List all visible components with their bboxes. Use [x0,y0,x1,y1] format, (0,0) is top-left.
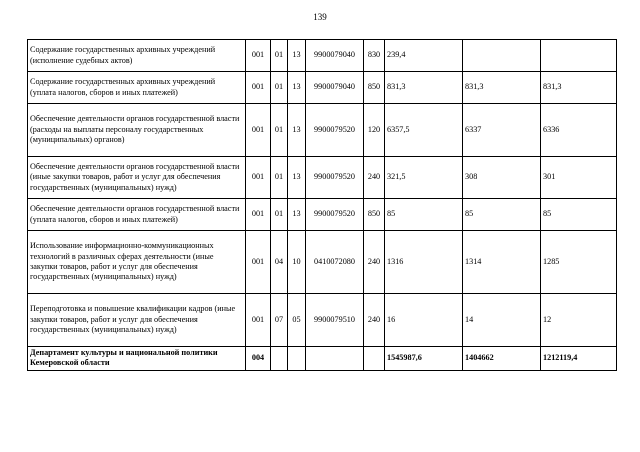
cell-ministry-code: 001 [246,72,271,104]
cell-amount-year-3: 85 [541,199,617,231]
cell-ministry-code: 001 [246,40,271,72]
cell-expense-type [364,347,385,371]
cell-amount-year-1: 16 [385,294,463,347]
cell-expense-type: 830 [364,40,385,72]
page-number: 139 [313,12,327,22]
cell-ministry-code: 001 [246,231,271,294]
cell-target-article: 9900079520 [306,157,364,199]
cell-subsection-code: 13 [288,157,306,199]
cell-subsection-code: 13 [288,104,306,157]
cell-ministry-code: 004 [246,347,271,371]
table-row [28,294,617,347]
cell-amount-year-2: 6337 [463,104,541,157]
cell-subsection-code: 13 [288,199,306,231]
cell-name: Содержание государственных архивных учреждений (исполнение судебных актов) [28,40,246,72]
cell-subsection-code: 10 [288,231,306,294]
budget-table [27,39,617,371]
cell-name: Обеспечение деятельности органов государственной власти (расходы на выплаты персоналу государственных (муниципальных) органов) [28,104,246,157]
table-row [28,104,617,157]
cell-section-code [271,347,288,371]
cell-target-article: 0410072080 [306,231,364,294]
cell-subsection-code: 13 [288,72,306,104]
cell-amount-year-1: 321,5 [385,157,463,199]
cell-subsection-code: 13 [288,40,306,72]
table-row [28,347,617,371]
cell-target-article: 9900079520 [306,104,364,157]
cell-amount-year-3: 831,3 [541,72,617,104]
cell-section-code: 01 [271,199,288,231]
table-body [28,40,617,371]
cell-name: Обеспечение деятельности органов государственной власти (иные закупки товаров, работ и услуг для обеспечения государственных (муниципальных) нужд) [28,157,246,199]
table-row [28,157,617,199]
table-row [28,40,617,72]
cell-expense-type: 850 [364,199,385,231]
cell-name: Департамент культуры и национальной политики Кемеровской области [28,347,246,371]
cell-section-code: 04 [271,231,288,294]
cell-name: Переподготовка и повышение квалификации кадров (иные закупки товаров, работ и услуг для обеспечения государственных (муниципальных) нужд) [28,294,246,347]
cell-amount-year-1: 1316 [385,231,463,294]
table-row [28,231,617,294]
cell-ministry-code: 001 [246,157,271,199]
cell-amount-year-3: 6336 [541,104,617,157]
cell-amount-year-3: 1285 [541,231,617,294]
cell-expense-type: 120 [364,104,385,157]
cell-target-article [306,347,364,371]
cell-amount-year-3: 301 [541,157,617,199]
cell-name: Обеспечение деятельности органов государственной власти (уплата налогов, сборов и иных платежей) [28,199,246,231]
cell-target-article: 9900079510 [306,294,364,347]
cell-amount-year-2: 1404662 [463,347,541,371]
cell-amount-year-1: 831,3 [385,72,463,104]
cell-amount-year-1: 85 [385,199,463,231]
cell-section-code: 01 [271,157,288,199]
cell-amount-year-2: 85 [463,199,541,231]
cell-amount-year-3: 12 [541,294,617,347]
cell-section-code: 07 [271,294,288,347]
cell-amount-year-3: 1212119,4 [541,347,617,371]
cell-target-article: 9900079040 [306,40,364,72]
cell-expense-type: 240 [364,231,385,294]
cell-section-code: 01 [271,104,288,157]
cell-amount-year-3 [541,40,617,72]
cell-amount-year-1: 1545987,6 [385,347,463,371]
cell-amount-year-2: 14 [463,294,541,347]
table-row [28,199,617,231]
cell-name: Содержание государственных архивных учреждений (уплата налогов, сборов и иных платежей) [28,72,246,104]
cell-subsection-code [288,347,306,371]
cell-amount-year-1: 239,4 [385,40,463,72]
cell-ministry-code: 001 [246,294,271,347]
cell-amount-year-2: 308 [463,157,541,199]
cell-ministry-code: 001 [246,104,271,157]
cell-subsection-code: 05 [288,294,306,347]
cell-section-code: 01 [271,40,288,72]
cell-name: Использование информационно-коммуникационных технологий в различных сферах деятельности (иные закупки товаров, работ и услуг для обеспечения государственных (муниципальных) нужд) [28,231,246,294]
cell-amount-year-2: 1314 [463,231,541,294]
cell-amount-year-2: 831,3 [463,72,541,104]
cell-amount-year-2 [463,40,541,72]
cell-expense-type: 850 [364,72,385,104]
cell-expense-type: 240 [364,157,385,199]
table-row [28,72,617,104]
cell-expense-type: 240 [364,294,385,347]
cell-ministry-code: 001 [246,199,271,231]
cell-section-code: 01 [271,72,288,104]
cell-target-article: 9900079520 [306,199,364,231]
cell-amount-year-1: 6357,5 [385,104,463,157]
cell-target-article: 9900079040 [306,72,364,104]
